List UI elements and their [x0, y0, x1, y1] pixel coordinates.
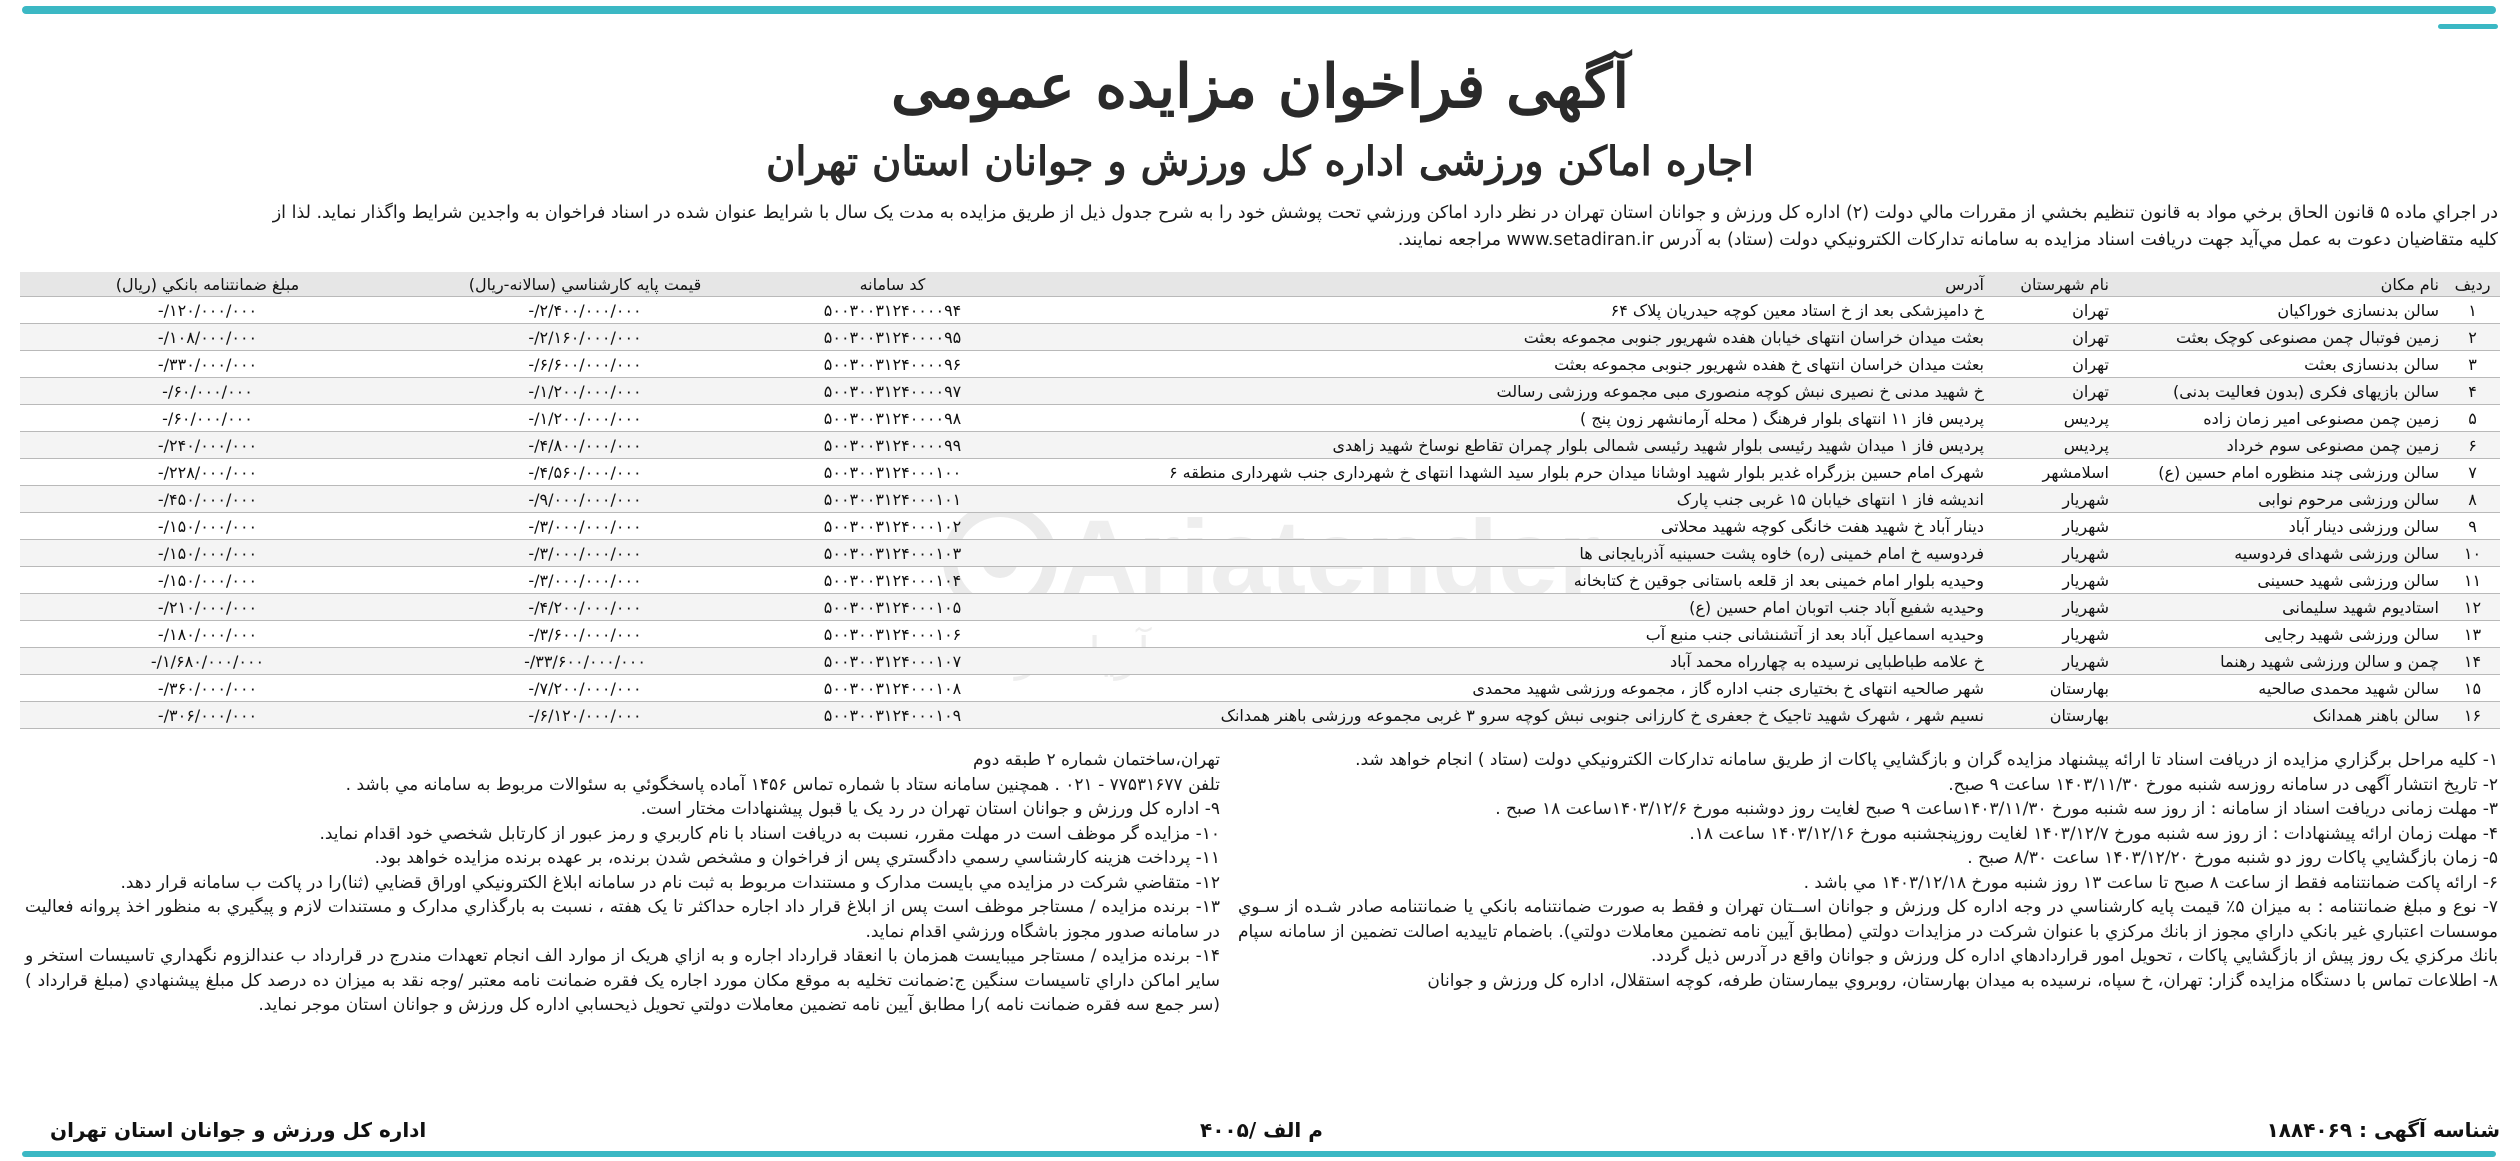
city-cell: شهریار: [1990, 513, 2115, 540]
terms-left-column: [25, 748, 1220, 1018]
venue-name-cell: چمن و سالن ورزشی شهید رهنما: [2115, 648, 2445, 675]
guarantee-amount-cell: ۲۱۰/۰۰۰/۰۰۰/-: [20, 594, 395, 621]
row-number-cell: ۱۳: [2445, 621, 2500, 648]
table-row: [20, 405, 2500, 432]
guarantee-amount-cell: ۳۶۰/۰۰۰/۰۰۰/-: [20, 675, 395, 702]
system-code-cell: ۵۰۰۳۰۰۳۱۲۴۰۰۰۱۰۴: [775, 567, 1010, 594]
address-cell: خ علامه طباطبایی نرسیده به چهارراه محمد آباد: [1010, 648, 1990, 675]
address-cell: بعثت میدان خراسان انتهای خیابان هفده شهریور جنوبی مجموعه بعثت: [1010, 324, 1990, 351]
row-number-cell: ۱۲: [2445, 594, 2500, 621]
row-number-cell: ۱۰: [2445, 540, 2500, 567]
term-item: ۱۴- برنده مزايده / مستاجر ميبايست همزمان با انعقاد قرارداد اجاره و به ازاي هريک از موارد الف انجام تعهدات مندرج در قرارداد ب عندالزوم نگهداري تاسيسات استخر و ساير اماكن داراي تاسيسات سنگين ج:ضمانت تخليه به موقع مكان مورد اجاره يک فقره ضمانت نامه معتبر /وجه نقد به ميزان ده درصد كل مبلغ پيشنهادي (مبلغ قرارداد )(سر جمع سه فقره ضمانت نامه )را مطابق آيين نامه تضمين معاملات دولتي تحويل ذيحسابي اداره كل ورزش و جوانان استان موجر نمايد.: [25, 946, 1220, 1015]
row-number-cell: ۱۵: [2445, 675, 2500, 702]
header-address: آدرس: [1010, 272, 1990, 297]
city-cell: شهریار: [1990, 567, 2115, 594]
row-number-cell: ۸: [2445, 486, 2500, 513]
address-cell: خ شهید مدنی خ نصیری نبش کوچه منصوری مبی مجموعه ورزشی رسالت: [1010, 378, 1990, 405]
term-item: ۲- تاريخ انتشار آگهی در سامانه روزسه شنبه مورخ ۱۴۰۳/۱۱/۳۰ ساعت ۹ صبح.: [1948, 774, 2498, 795]
guarantee-amount-cell: ۱۵۰/۰۰۰/۰۰۰/-: [20, 540, 395, 567]
system-code-cell: ۵۰۰۳۰۰۳۱۲۴۰۰۰۱۰۵: [775, 594, 1010, 621]
term-item: ۳- مهلت زمانی دريافت اسناد از سامانه : از روز سه شنبه مورخ ۱۴۰۳/۱۱/۳۰ساعت ۹ صبح لغايت روز دوشنبه مورخ ۱۴۰۳/۱۲/۶ساعت ۱۸ صبح .: [1495, 799, 2498, 819]
header-system-code: كد سامانه: [775, 272, 1010, 297]
system-code-cell: ۵۰۰۳۰۰۳۱۲۴۰۰۰۱۰۷: [775, 648, 1010, 675]
venue-name-cell: سالن ورزشی دینار آباد: [2115, 513, 2445, 540]
row-number-cell: ۱: [2445, 297, 2500, 324]
city-cell: شهریار: [1990, 621, 2115, 648]
venue-name-cell: سالن ورزشی شهید حسینی: [2115, 567, 2445, 594]
guarantee-amount-cell: ۶۰/۰۰۰/۰۰۰/-: [20, 405, 395, 432]
table-row: [20, 324, 2500, 351]
system-code-cell: ۵۰۰۳۰۰۳۱۲۴۰۰۰۰۹۶: [775, 351, 1010, 378]
top-accent-bar-short: [2438, 24, 2498, 29]
guarantee-amount-cell: ۱/۶۸۰/۰۰۰/۰۰۰/-: [20, 648, 395, 675]
table-row: [20, 513, 2500, 540]
term-item: ۷- نوع و مبلغ ضمانتنامه : به ميزان ۵٪ قيمت پايه كارشناسي در وجه اداره كل ورزش و جوانان اســتان تهران و فقط به صورت ضمانتنامه بانكي يا ضمانتنامه صادر شـده از سـوي موسسات اعتباري غير بانكي داراي مجوز از بانك مركزي با عنوان شركت در مزايدات دولتي (مطابق آيين نامه تضمين معاملات دولتي). باضمام تاييديه اصالت تضمين از سامانه سپام بانك مركزي يک روز پيش از بازگشايي پاكات ، تحويل امور قراردادهاي اداره كل ورزش و جوانان واقع در آدرس ذيل گردد.: [1238, 897, 2498, 966]
base-price-cell: ۳/۰۰۰/۰۰۰/۰۰۰/-: [395, 567, 775, 594]
guarantee-amount-cell: ۱۸۰/۰۰۰/۰۰۰/-: [20, 621, 395, 648]
system-code-cell: ۵۰۰۳۰۰۳۱۲۴۰۰۰۱۰۱: [775, 486, 1010, 513]
table-row: [20, 675, 2500, 702]
city-cell: تهران: [1990, 324, 2115, 351]
city-cell: شهریار: [1990, 594, 2115, 621]
city-cell: پردیس: [1990, 405, 2115, 432]
venue-name-cell: سالن ورزشی چند منظوره امام حسین (ع): [2115, 459, 2445, 486]
term-item: تلفن ۷۷۵۳۱۶۷۷ - ۰۲۱ . همچنين سامانه ستاد با شماره تماس ۱۴۵۶ آماده پاسخگوئي به سئوالات مربوط به سامانه مي باشد .: [345, 774, 1220, 795]
intro-line-2: كليه متقاضيان دعوت به عمل مي‌آيد جهت دريافت اسناد مزايده به سامانه تداركات الكترونيكي دولت (ستاد) به آدرس www.setadiran.ir مراجعه نمايند.: [1397, 230, 2498, 250]
venue-name-cell: سالن بدنسازی بعثت: [2115, 351, 2445, 378]
system-code-cell: ۵۰۰۳۰۰۳۱۲۴۰۰۰۱۰۳: [775, 540, 1010, 567]
city-cell: تهران: [1990, 378, 2115, 405]
base-price-cell: ۹/۰۰۰/۰۰۰/۰۰۰/-: [395, 486, 775, 513]
base-price-cell: ۳/۶۰۰/۰۰۰/۰۰۰/-: [395, 621, 775, 648]
venue-name-cell: سالن بدنسازی خوراکیان: [2115, 297, 2445, 324]
address-cell: وحیدیه بلوار امام خمینی بعد از قلعه باستانی جوقین خ کتابخانه: [1010, 567, 1990, 594]
header-guarantee-amount: مبلغ ضمانتنامه بانكي (ريال): [20, 272, 395, 297]
guarantee-amount-cell: ۱۰۸/۰۰۰/۰۰۰/-: [20, 324, 395, 351]
guarantee-amount-cell: ۱۵۰/۰۰۰/۰۰۰/-: [20, 513, 395, 540]
top-accent-bar: [22, 6, 2496, 14]
table-row: [20, 459, 2500, 486]
city-cell: شهریار: [1990, 486, 2115, 513]
address-cell: خ دامپزشکی بعد از خ استاد معین کوچه حیدریان پلاک ۶۴: [1010, 297, 1990, 324]
ad-code: م الف /۴۰۰۵: [1200, 1118, 1323, 1142]
venue-name-cell: سالن باهنر همدانک: [2115, 702, 2445, 729]
base-price-cell: ۱/۲۰۰/۰۰۰/۰۰۰/-: [395, 378, 775, 405]
table-row: [20, 432, 2500, 459]
system-code-cell: ۵۰۰۳۰۰۳۱۲۴۰۰۰۰۹۷: [775, 378, 1010, 405]
system-code-cell: ۵۰۰۳۰۰۳۱۲۴۰۰۰۰۹۹: [775, 432, 1010, 459]
term-item: ۱۳- برنده مزايده / مستاجر موظف است پس از ابلاغ قرار داد اجاره حداكثر تا يک هفته ، نسبت به بارگذاري مدارک و مستندات لازم و پيگيري به منظور اخذ پروانه فعاليت در سامانه صدور مجوز باشگاه ورزشي اقدام نمايد.: [25, 897, 1220, 942]
venue-name-cell: سالن ورزشی شهدای فردوسیه: [2115, 540, 2445, 567]
row-number-cell: ۲: [2445, 324, 2500, 351]
page-title: آگهی فراخوان مزایده عمومی: [890, 52, 1630, 122]
base-price-cell: ۱/۲۰۰/۰۰۰/۰۰۰/-: [395, 405, 775, 432]
address-cell: پردیس فاز ۱۱ انتهای بلوار فرهنگ ( محله آرمانشهر زون پنج ): [1010, 405, 1990, 432]
term-item: ۶- ارائه پاكت ضمانتنامه فقط از ساعت ۸ صبح تا ساعت ۱۳ روز شنبه مورخ ۱۴۰۳/۱۲/۱۸ مي باشد .: [1803, 872, 2498, 893]
system-code-cell: ۵۰۰۳۰۰۳۱۲۴۰۰۰۱۰۰: [775, 459, 1010, 486]
base-price-cell: ۴/۵۶۰/۰۰۰/۰۰۰/-: [395, 459, 775, 486]
table-row: [20, 648, 2500, 675]
term-item: ۸- اطلاعات تماس با دستگاه مزايده گزار: تهران، خ سپاه، نرسيده به ميدان بهارستان، روبروي بيمارستان طرفه، كوچه استقلال، اداره كل ورزش و جوانان: [1427, 970, 2498, 991]
address-cell: شهرک امام حسین بزرگراه غدیر بلوار شهید اوشانا میدان حرم بلوار سید الشهدا انتهای خ شهرداری جنب شهرداری منطقه ۶: [1010, 459, 1990, 486]
venue-name-cell: سالن ورزشی مرحوم نوابی: [2115, 486, 2445, 513]
venue-name-cell: زمین چمن مصنوعی امیر زمان زاده: [2115, 405, 2445, 432]
guarantee-amount-cell: ۴۵۰/۰۰۰/۰۰۰/-: [20, 486, 395, 513]
header-venue-name: نام مكان: [2115, 272, 2445, 297]
page-subtitle: اجاره اماکن ورزشی اداره کل ورزش و جوانان استان تهران: [766, 138, 1754, 185]
table-row: [20, 621, 2500, 648]
address-cell: بعثت میدان خراسان انتهای خ هفده شهریور جنوبی مجموعه بعثت: [1010, 351, 1990, 378]
header-base-price: قيمت پايه كارشناسي (سالانه-ريال): [395, 272, 775, 297]
system-code-cell: ۵۰۰۳۰۰۳۱۲۴۰۰۰۰۹۵: [775, 324, 1010, 351]
intro-line-1: در اجراي ماده ۵ قانون الحاق برخي مواد به قانون تنظيم بخشي از مقررات مالي دولت (۲) اداره كل ورزش و جوانان استان تهران در نظر دارد اماكن ورزشي تحت پوشش خود را به شرح جدول ذيل از طريق مزايده به مدت يک سال با شرايط عنوان شده در اسناد فراخوان به واجدين شرايط واگذار نمايد. لذا از: [272, 203, 2498, 223]
footer: [20, 1118, 2500, 1150]
city-cell: پردیس: [1990, 432, 2115, 459]
guarantee-amount-cell: ۳۰۶/۰۰۰/۰۰۰/-: [20, 702, 395, 729]
address-cell: وحیدیه شفیع آباد جنب اتوبان امام حسین (ع): [1010, 594, 1990, 621]
header-row-number: رديف: [2445, 272, 2500, 297]
base-price-cell: ۶/۱۲۰/۰۰۰/۰۰۰/-: [395, 702, 775, 729]
table-header-row: [20, 272, 2500, 297]
row-number-cell: ۱۴: [2445, 648, 2500, 675]
header-city: نام شهرستان: [1990, 272, 2115, 297]
table-row: [20, 486, 2500, 513]
table-row: [20, 297, 2500, 324]
row-number-cell: ۱۱: [2445, 567, 2500, 594]
row-number-cell: ۴: [2445, 378, 2500, 405]
table-row: [20, 702, 2500, 729]
table-row: [20, 567, 2500, 594]
table-body: [20, 297, 2500, 729]
term-item: ۱۰- مزايده گر موظف است در مهلت مقرر، نسبت به دريافت اسناد با نام كاربري و رمز عبور از كارتابل شخصي خود اقدام نمايد.: [319, 823, 1220, 844]
terms-right-column: [1238, 748, 2498, 993]
term-item: ۵- زمان بازگشايي پاكات روز دو شنبه مورخ ۱۴۰۳/۱۲/۲۰ ساعت ۸/۳۰ صبح .: [1967, 848, 2498, 868]
venue-name-cell: زمین چمن مصنوعی سوم خرداد: [2115, 432, 2445, 459]
guarantee-amount-cell: ۲۴۰/۰۰۰/۰۰۰/-: [20, 432, 395, 459]
address-cell: پردیس فاز ۱ میدان شهید رئیسی بلوار شهید رئیسی شمالی بلوار چمران تقاطع نوساخ شهید زاهدی: [1010, 432, 1990, 459]
row-number-cell: ۹: [2445, 513, 2500, 540]
base-price-cell: ۴/۸۰۰/۰۰۰/۰۰۰/-: [395, 432, 775, 459]
address-cell: اندیشه فاز ۱ انتهای خیابان ۱۵ غربی جنب پارک: [1010, 486, 1990, 513]
system-code-cell: ۵۰۰۳۰۰۳۱۲۴۰۰۰۰۹۸: [775, 405, 1010, 432]
city-cell: اسلامشهر: [1990, 459, 2115, 486]
address-cell: دینار آباد خ شهید هفت خانگی کوچه شهید محلاتی: [1010, 513, 1990, 540]
guarantee-amount-cell: ۶۰/۰۰۰/۰۰۰/-: [20, 378, 395, 405]
venue-name-cell: سالن بازیهای فکری (بدون فعالیت بدنی): [2115, 378, 2445, 405]
row-number-cell: ۳: [2445, 351, 2500, 378]
base-price-cell: ۶/۶۰۰/۰۰۰/۰۰۰/-: [395, 351, 775, 378]
table-row: [20, 540, 2500, 567]
venue-name-cell: سالن شهید محمدی صالحیه: [2115, 675, 2445, 702]
guarantee-amount-cell: ۱۵۰/۰۰۰/۰۰۰/-: [20, 567, 395, 594]
address-cell: وحیدیه اسماعیل آباد بعد از آتشنشانی جنب منبع آب: [1010, 621, 1990, 648]
city-cell: بهارستان: [1990, 675, 2115, 702]
base-price-cell: ۴/۲۰۰/۰۰۰/۰۰۰/-: [395, 594, 775, 621]
address-cell: نسیم شهر ، شهرک شهید تاجیک خ جعفری خ کارزانی جنوبی نبش کوچه سرو ۳ غربی مجموعه ورزشی باهنر همدانک: [1010, 702, 1990, 729]
venue-name-cell: زمین فوتبال چمن مصنوعی کوچک بعثت: [2115, 324, 2445, 351]
guarantee-amount-cell: ۳۳۰/۰۰۰/۰۰۰/-: [20, 351, 395, 378]
venue-name-cell: استادیوم شهید سلیمانی: [2115, 594, 2445, 621]
term-item: ۱۱- پرداخت هزينه كارشناسي رسمي دادگستري پس از فراخوان و مشخص شدن برنده، بر عهده برنده مزايده خواهد بود.: [374, 848, 1220, 868]
term-item: ۱۲- متقاضي شركت در مزايده مي بايست مدارک و مستندات مربوط به ثبت نام در سامانه ابلاغ الكترونيكي اوراق قضايي (ثنا)را در پاكت ب سامانه قرار دهد.: [120, 872, 1220, 893]
term-item: ۴- مهلت زمان ارائه پيشنهادات : از روز سه شنبه مورخ ۱۴۰۳/۱۲/۷ لغايت روزپنجشنبه مورخ ۱۴۰۳/۱۲/۱۶ ساعت ۱۸.: [1689, 823, 2498, 844]
guarantee-amount-cell: ۲۲۸/۰۰۰/۰۰۰/-: [20, 459, 395, 486]
system-code-cell: ۵۰۰۳۰۰۳۱۲۴۰۰۰۰۹۴: [775, 297, 1010, 324]
row-number-cell: ۷: [2445, 459, 2500, 486]
venue-name-cell: سالن ورزشی شهید رجایی: [2115, 621, 2445, 648]
system-code-cell: ۵۰۰۳۰۰۳۱۲۴۰۰۰۱۰۶: [775, 621, 1010, 648]
city-cell: شهریار: [1990, 540, 2115, 567]
row-number-cell: ۶: [2445, 432, 2500, 459]
city-cell: تهران: [1990, 297, 2115, 324]
term-item: تهران،ساختمان شماره ۲ طبقه دوم: [972, 750, 1220, 770]
city-cell: شهریار: [1990, 648, 2115, 675]
term-item: ۹- اداره كل ورزش و جوانان استان تهران در رد يک يا قبول پيشنهادات مختار است.: [640, 799, 1220, 819]
base-price-cell: ۷/۲۰۰/۰۰۰/۰۰۰/-: [395, 675, 775, 702]
guarantee-amount-cell: ۱۲۰/۰۰۰/۰۰۰/-: [20, 297, 395, 324]
city-cell: بهارستان: [1990, 702, 2115, 729]
footer-organization: اداره کل ورزش و جوانان استان تهران: [50, 1118, 427, 1142]
base-price-cell: ۳۳/۶۰۰/۰۰۰/۰۰۰/-: [395, 648, 775, 675]
system-code-cell: ۵۰۰۳۰۰۳۱۲۴۰۰۰۱۰۸: [775, 675, 1010, 702]
base-price-cell: ۲/۱۶۰/۰۰۰/۰۰۰/-: [395, 324, 775, 351]
intro-paragraph: [23, 200, 2498, 254]
city-cell: تهران: [1990, 351, 2115, 378]
base-price-cell: ۳/۰۰۰/۰۰۰/۰۰۰/-: [395, 540, 775, 567]
table-row: [20, 351, 2500, 378]
address-cell: فردوسیه خ امام خمینی (ره) خاوه پشت حسینیه آذربایجانی ها: [1010, 540, 1990, 567]
row-number-cell: ۱۶: [2445, 702, 2500, 729]
address-cell: شهر صالحیه انتهای خ بختیاری جنب اداره گاز ، مجموعه ورزشی شهید محمدی: [1010, 675, 1990, 702]
system-code-cell: ۵۰۰۳۰۰۳۱۲۴۰۰۰۱۰۲: [775, 513, 1010, 540]
base-price-cell: ۲/۴۰۰/۰۰۰/۰۰۰/-: [395, 297, 775, 324]
base-price-cell: ۳/۰۰۰/۰۰۰/۰۰۰/-: [395, 513, 775, 540]
bottom-accent-bar: [22, 1151, 2496, 1157]
row-number-cell: ۵: [2445, 405, 2500, 432]
system-code-cell: ۵۰۰۳۰۰۳۱۲۴۰۰۰۱۰۹: [775, 702, 1010, 729]
table-row: [20, 594, 2500, 621]
term-item: ۱- كليه مراحل برگزاري مزايده از دريافت اسناد تا ارائه پيشنهاد مزايده گران و بازگشايي پاكات از طريق سامانه تداركات الكترونيكي دولت (ستاد ) انجام خواهد شد.: [1355, 750, 2498, 770]
venues-table: [20, 272, 2500, 729]
table-row: [20, 378, 2500, 405]
ad-id: شناسه آگهی : ۱۸۸۴۰۶۹: [2266, 1118, 2500, 1142]
